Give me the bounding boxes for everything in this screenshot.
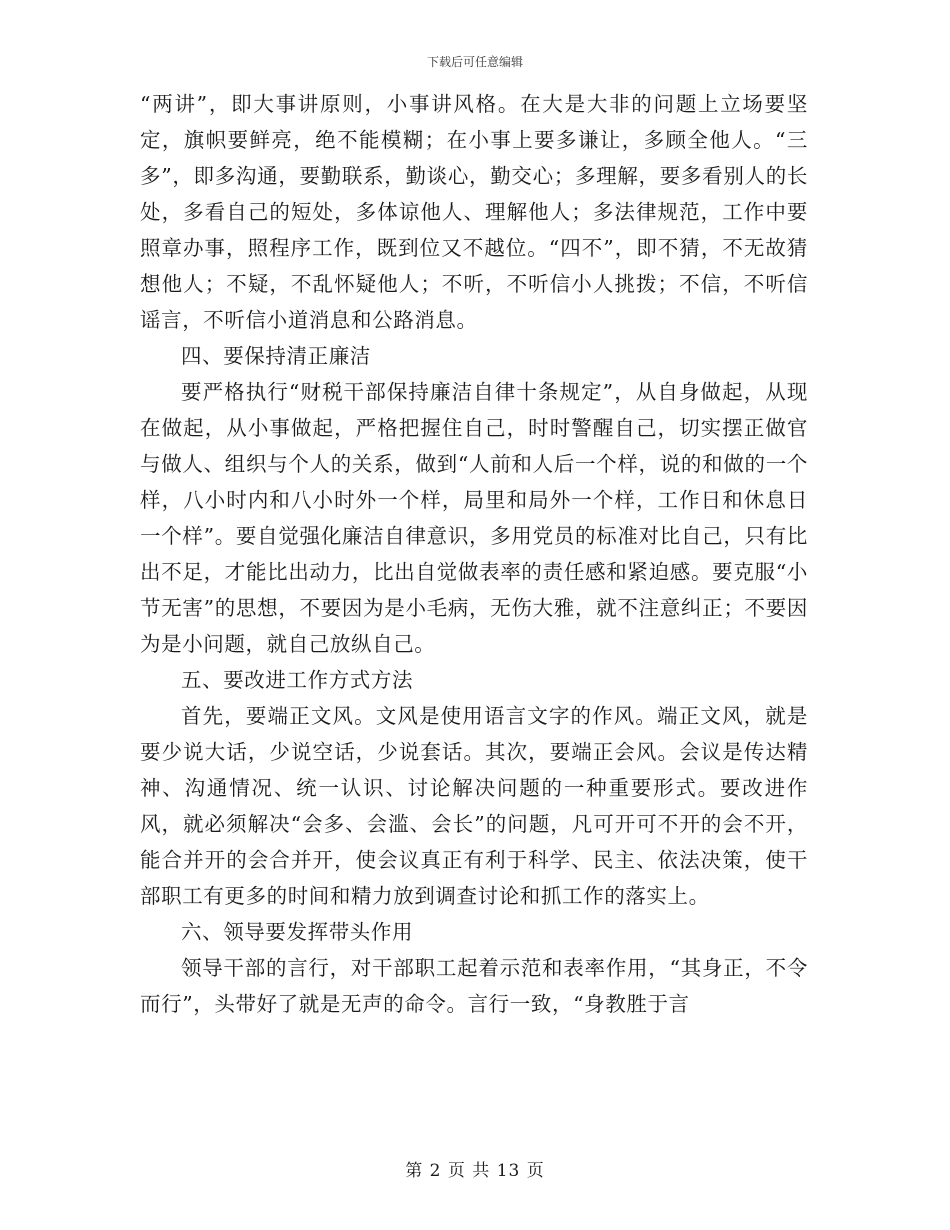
section-heading-6: 六、领导要发挥带头作用 bbox=[181, 920, 414, 944]
page-number-footer: 第 2 页 共 13 页 bbox=[405, 1161, 545, 1181]
paragraph-leadership: 领导干部的言行，对干部职工起着示范和表率作用，“其身正，不令而行”，头带好了就是无声的命令。言行一致，“身教胜于言 bbox=[140, 956, 808, 1016]
paragraph-integrity: 要严格执行“财税干部保持廉洁自律十条规定”，从自身做起，从现在做起，从小事做起，严格把握住自己，时时警醒自己，切实摆正做官与做人、组织与个人的关系，做到“人前和人后一个样，说的和做的一个样，八小时内和八小时外一个样，局里和局外一个样，工作日和休息日一个样”。要自觉强化廉洁自律意识，多用党员的标准对比自己，只有比出不足，才能比出动力，比出自觉做表率的责任感和紧迫感。要克服“小节无害”的思想，不要因为是小毛病，无伤大雅，就不注意纠正；不要因为是小问题，就自己放纵自己。 bbox=[140, 380, 808, 656]
page-header: 下载后可任意编辑 bbox=[426, 55, 523, 69]
section-heading-4: 四、要保持清正廉洁 bbox=[181, 344, 371, 368]
document-body bbox=[140, 86, 808, 1022]
paragraph-continued: “两讲”，即大事讲原则，小事讲风格。在大是大非的问题上立场要坚定，旗帜要鲜亮，绝不能模糊；在小事上要多谦让，多顾全他人。“三多”，即多沟通，要勤联系，勤谈心，勤交心；多理解，要多看别人的长处，多看自己的短处，多体谅他人、理解他人；多法律规范，工作中要照章办事，照程序工作，既到位又不越位。“四不”，即不猜，不无故猜想他人；不疑，不乱怀疑他人；不听，不听信小人挑拨；不信，不听信谣言，不听信小道消息和公路消息。 bbox=[140, 92, 808, 332]
paragraph-work-methods: 首先，要端正文风。文风是使用语言文字的作风。端正文风，就是要少说大话，少说空话，少说套话。其次，要端正会风。会议是传达精神、沟通情况、统一认识、讨论解决问题的一种重要形式。要改进作风，就必须解决“会多、会滥、会长”的问题，凡可开可不开的会不开，能合并开的会合并开，使会议真正有利于科学、民主、依法决策，使干部职工有更多的时间和精力放到调查讨论和抓工作的落实上。 bbox=[140, 704, 808, 908]
section-heading-5: 五、要改进工作方式方法 bbox=[181, 668, 414, 692]
